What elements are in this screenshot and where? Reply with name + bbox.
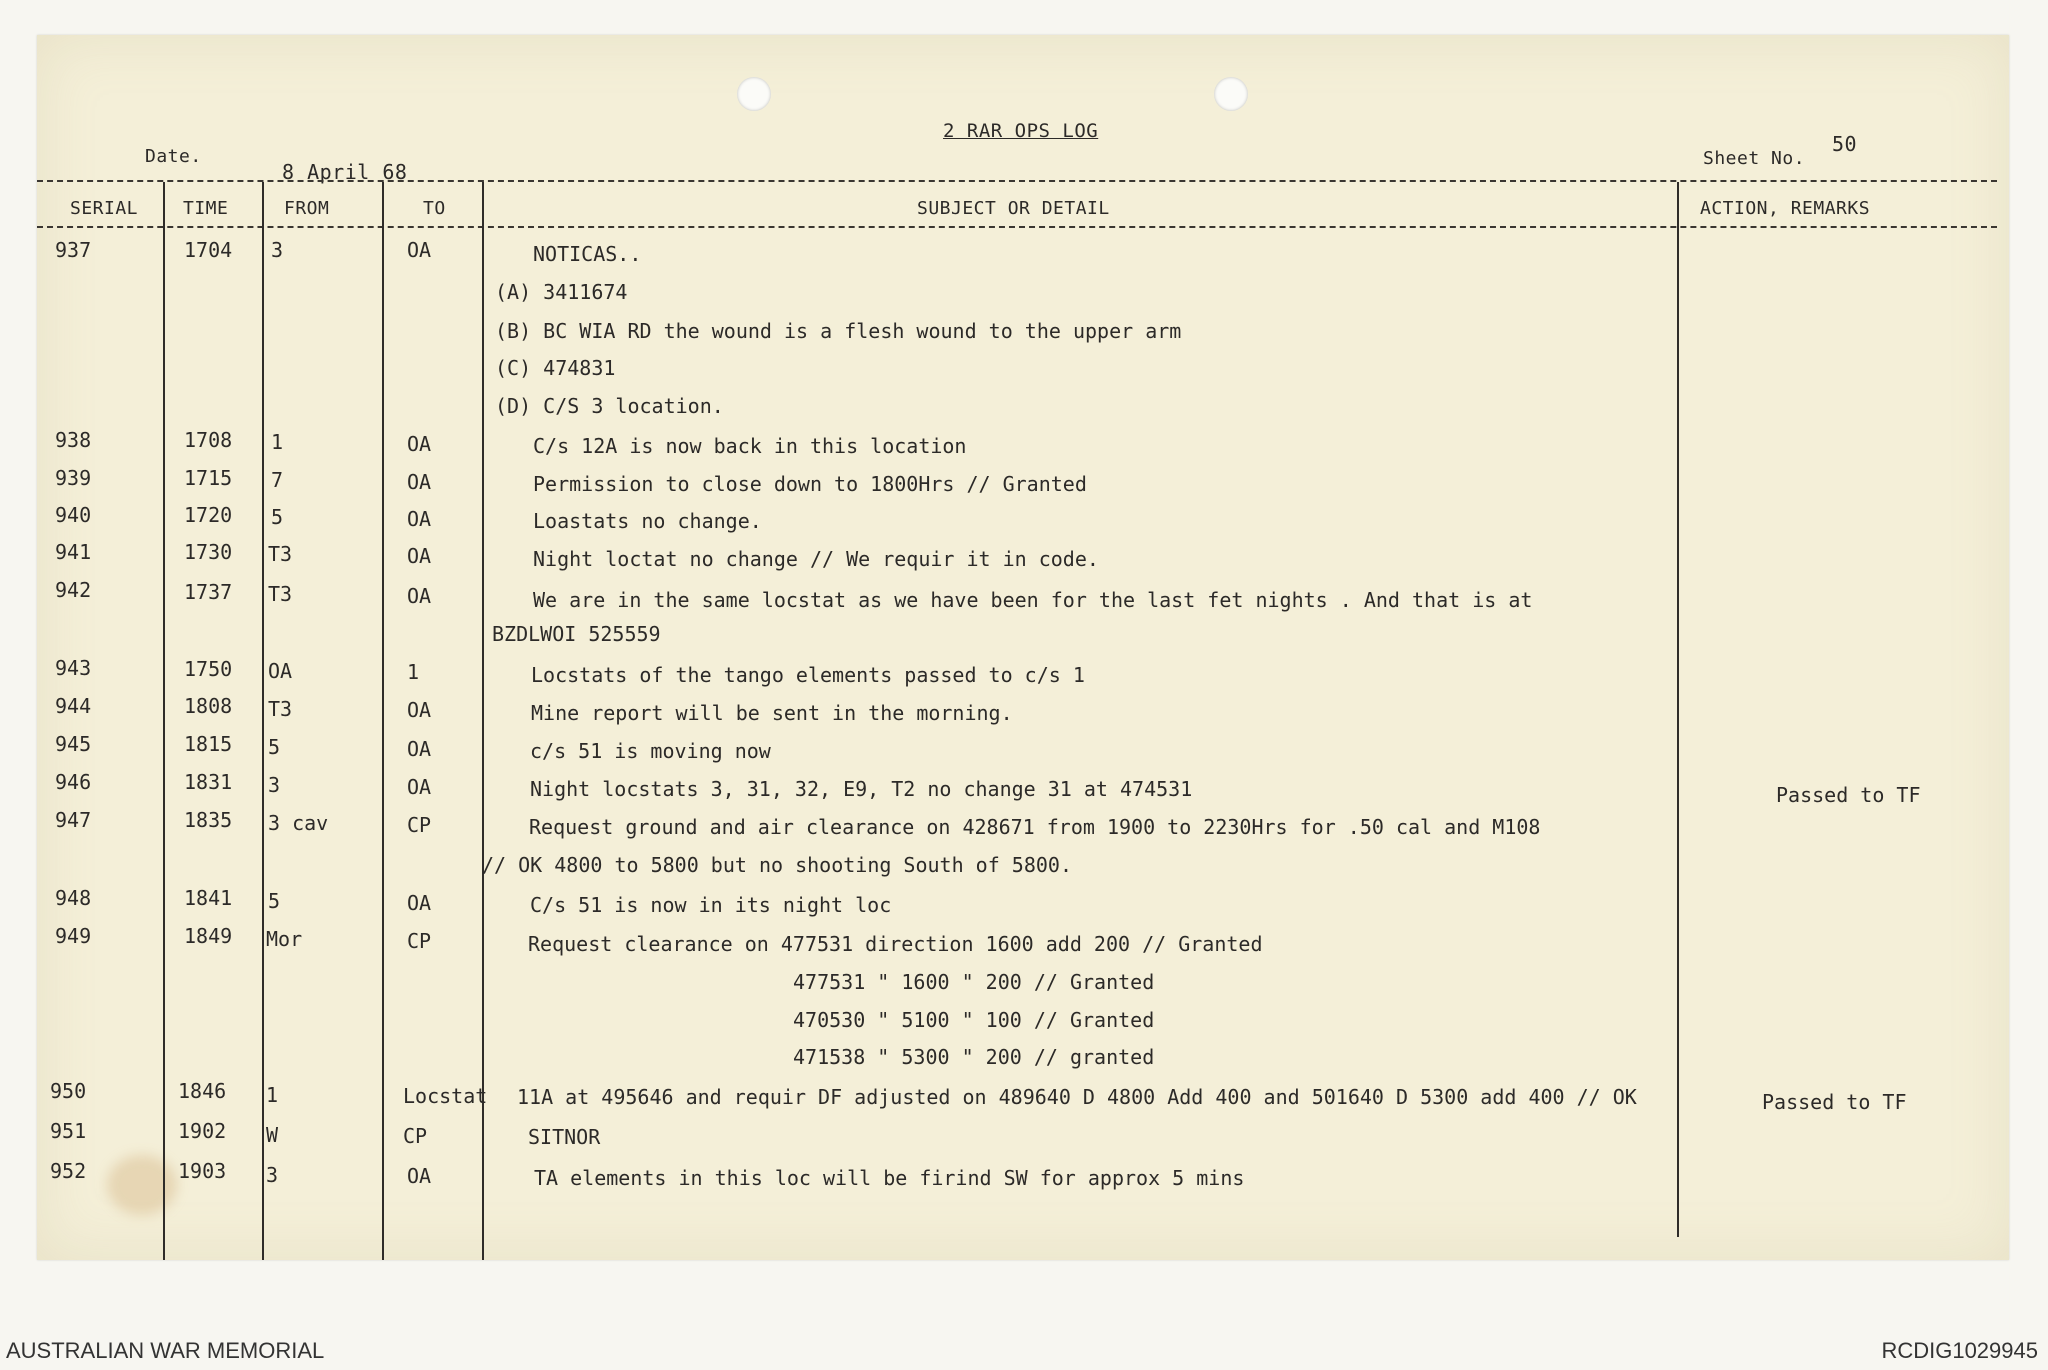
- subject-cell: (B) BC WIA RD the wound is a flesh wound to the upper arm: [495, 319, 1182, 343]
- time-cell: 1730: [184, 540, 233, 564]
- subject-cell: 11A at 495646 and requir DF adjusted on 489640 D 4800 Add 400 and 501640 D 5300 add 400 // OK: [517, 1085, 1637, 1109]
- serial-cell: 941: [55, 540, 92, 564]
- serial-cell: 945: [55, 732, 92, 756]
- subject-cell: 477531 " 1600 " 200 // Granted: [793, 970, 1155, 994]
- subject-cell: C/s 12A is now back in this location: [533, 434, 967, 458]
- subject-cell: NOTICAS..: [533, 242, 642, 266]
- subject-cell: C/s 51 is now in its night loc: [530, 893, 892, 917]
- from-cell: 3: [266, 1163, 279, 1187]
- time-cell: 1708: [184, 428, 233, 452]
- to-cell: CP: [403, 1124, 428, 1148]
- serial-cell: 952: [50, 1159, 87, 1183]
- to-cell: OA: [407, 507, 432, 531]
- time-cell: 1720: [184, 503, 233, 527]
- subject-cell: 471538 " 5300 " 200 // granted: [793, 1045, 1155, 1069]
- action-cell: Passed to TF: [1762, 1090, 1907, 1114]
- time-cell: 1704: [184, 238, 233, 262]
- to-cell: OA: [407, 698, 432, 722]
- serial-cell: 943: [55, 656, 92, 680]
- time-cell: 1903: [178, 1159, 227, 1183]
- punch-hole: [737, 77, 771, 111]
- col-header-subject: SUBJECT OR DETAIL: [917, 198, 1110, 219]
- from-cell: T3: [268, 697, 293, 721]
- from-cell: 1: [266, 1083, 279, 1107]
- from-cell: Mor: [266, 927, 303, 951]
- from-cell: 3 cav: [268, 811, 329, 835]
- time-cell: 1715: [184, 466, 233, 490]
- from-cell: W: [266, 1123, 279, 1147]
- from-cell: 3: [268, 773, 281, 797]
- col-header-from: FROM: [284, 198, 330, 219]
- date-value: 8 April 68: [282, 160, 408, 184]
- log-title: 2 RAR OPS LOG: [943, 120, 1099, 142]
- subject-cell: (C) 474831: [495, 356, 616, 380]
- subject-cell: TA elements in this loc will be firind SW for approx 5 mins: [534, 1166, 1245, 1190]
- serial-cell: 948: [55, 886, 92, 910]
- subject-cell: Night loctat no change // We requir it in code.: [533, 547, 1099, 571]
- subject-cell: We are in the same locstat as we have been for the last fet nights . And that is at: [533, 588, 1533, 612]
- serial-cell: 949: [55, 924, 92, 948]
- subject-cell: Night locstats 3, 31, 32, E9, T2 no change 31 at 474531: [530, 777, 1193, 801]
- to-cell: OA: [407, 891, 432, 915]
- punch-hole: [1214, 77, 1248, 111]
- to-cell: OA: [407, 470, 432, 494]
- time-cell: 1902: [178, 1119, 227, 1143]
- col-header-action: ACTION, REMARKS: [1700, 198, 1871, 219]
- column-divider: [1677, 182, 1679, 1237]
- subject-cell: Request clearance on 477531 direction 1600 add 200 // Granted: [528, 932, 1263, 956]
- subject-cell: BZDLWOI 525559: [492, 622, 661, 646]
- subject-cell: (D) C/S 3 location.: [495, 394, 724, 418]
- to-cell: OA: [407, 432, 432, 456]
- to-cell: CP: [407, 929, 432, 953]
- from-cell: OA: [268, 659, 293, 683]
- to-cell: Locstat: [403, 1084, 488, 1108]
- to-cell: 1: [407, 660, 420, 684]
- serial-cell: 944: [55, 694, 92, 718]
- from-cell: 3: [271, 238, 284, 262]
- action-cell: Passed to TF: [1776, 783, 1921, 807]
- from-cell: 5: [271, 505, 284, 529]
- time-cell: 1849: [184, 924, 233, 948]
- top-rule: [37, 180, 1997, 182]
- subject-cell: (A) 3411674: [495, 280, 628, 304]
- serial-cell: 937: [55, 238, 92, 262]
- archive-credit: AUSTRALIAN WAR MEMORIAL: [6, 1338, 325, 1363]
- to-cell: CP: [407, 813, 432, 837]
- column-divider: [382, 182, 384, 1260]
- time-cell: 1835: [184, 808, 233, 832]
- serial-cell: 938: [55, 428, 92, 452]
- column-divider: [163, 182, 165, 1260]
- serial-cell: 951: [50, 1119, 87, 1143]
- from-cell: 7: [271, 468, 284, 492]
- to-cell: OA: [407, 238, 432, 262]
- time-cell: 1841: [184, 886, 233, 910]
- from-cell: 5: [268, 735, 281, 759]
- column-divider: [262, 182, 264, 1260]
- serial-cell: 939: [55, 466, 92, 490]
- time-cell: 1846: [178, 1079, 227, 1103]
- sheet-value: 50: [1832, 132, 1858, 156]
- serial-cell: 946: [55, 770, 92, 794]
- col-header-to: TO: [423, 198, 446, 219]
- subject-cell: // OK 4800 to 5800 but no shooting South of 5800.: [482, 853, 1073, 877]
- serial-cell: 942: [55, 578, 92, 602]
- col-header-serial: SERIAL: [70, 198, 139, 219]
- subject-cell: Permission to close down to 1800Hrs // Granted: [533, 472, 1087, 496]
- time-cell: 1808: [184, 694, 233, 718]
- col-header-time: TIME: [183, 198, 229, 219]
- serial-cell: 950: [50, 1079, 87, 1103]
- subject-cell: SITNOR: [528, 1125, 601, 1149]
- archive-id: RCDIG1029945: [1881, 1338, 2038, 1363]
- header-rule: [37, 226, 1997, 228]
- time-cell: 1831: [184, 770, 233, 794]
- sheet-label: Sheet No.: [1703, 148, 1806, 169]
- time-cell: 1737: [184, 580, 233, 604]
- subject-cell: Request ground and air clearance on 428671 from 1900 to 2230Hrs for .50 cal and M108: [529, 815, 1541, 839]
- serial-cell: 947: [55, 808, 92, 832]
- stain: [107, 1155, 177, 1215]
- to-cell: OA: [407, 584, 432, 608]
- to-cell: OA: [407, 1164, 432, 1188]
- to-cell: OA: [407, 544, 432, 568]
- date-label: Date.: [145, 146, 202, 167]
- subject-cell: 470530 " 5100 " 100 // Granted: [793, 1008, 1155, 1032]
- to-cell: OA: [407, 775, 432, 799]
- from-cell: T3: [268, 542, 293, 566]
- from-cell: 1: [271, 430, 284, 454]
- to-cell: OA: [407, 737, 432, 761]
- subject-cell: c/s 51 is moving now: [530, 739, 771, 763]
- time-cell: 1750: [184, 657, 233, 681]
- from-cell: 5: [268, 889, 281, 913]
- from-cell: T3: [268, 582, 293, 606]
- serial-cell: 940: [55, 503, 92, 527]
- time-cell: 1815: [184, 732, 233, 756]
- subject-cell: Locstats of the tango elements passed to c/s 1: [531, 663, 1085, 687]
- subject-cell: Loastats no change.: [533, 509, 762, 533]
- subject-cell: Mine report will be sent in the morning.: [531, 701, 1013, 725]
